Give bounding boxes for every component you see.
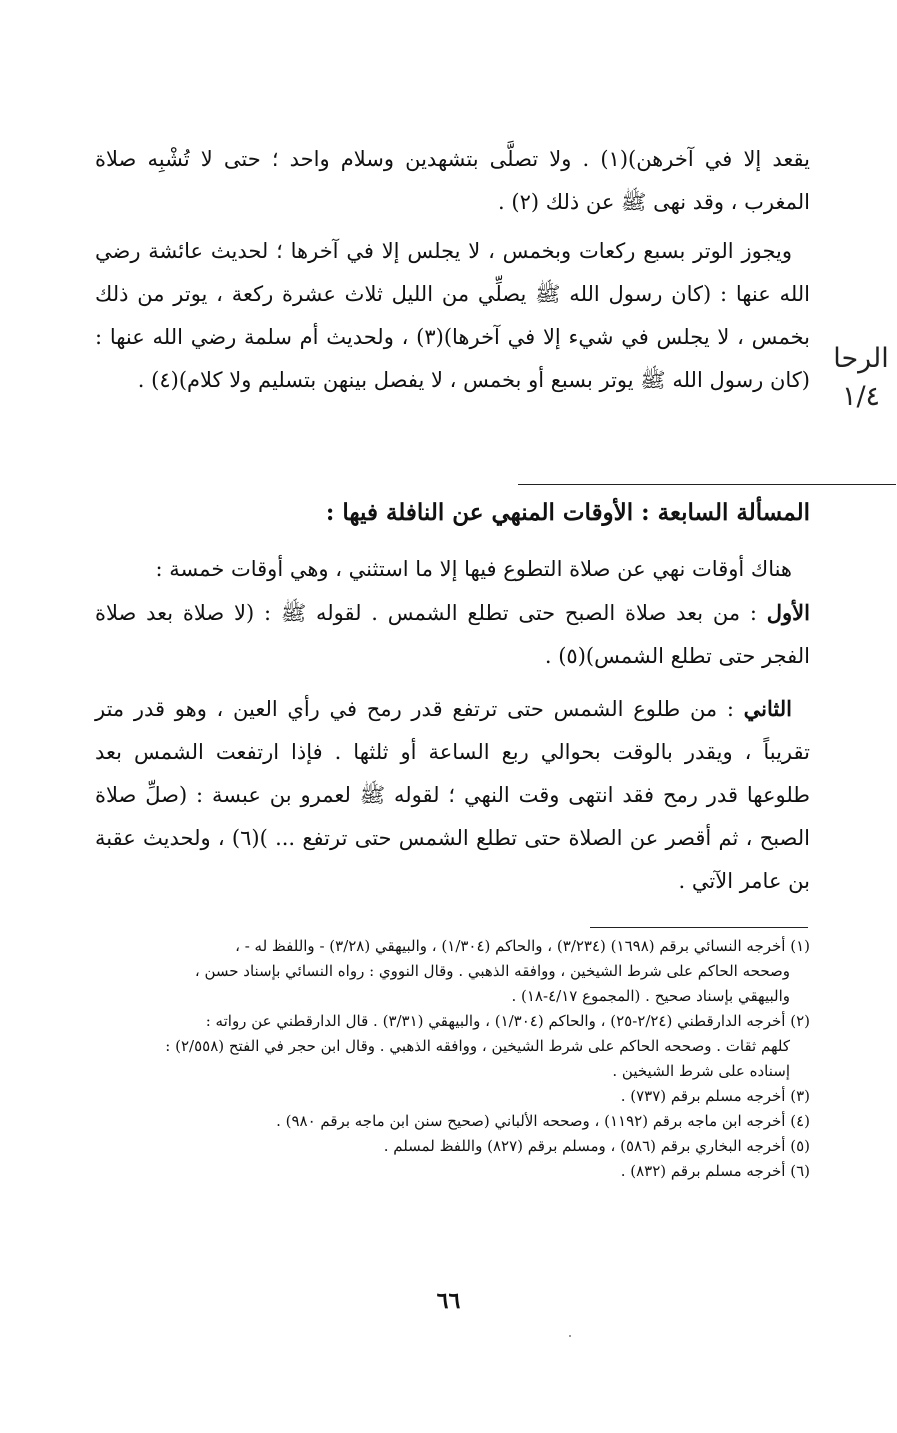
footnote-6: (٦) أخرجه مسلم برقم (٨٣٢) . <box>620 1162 810 1180</box>
handwritten-separator-line <box>518 484 896 485</box>
footnote-3: (٣) أخرجه مسلم برقم (٧٣٧) . <box>620 1087 810 1105</box>
margin-note-line: الرحا <box>833 343 889 374</box>
paragraph-text: : من طلوع الشمس حتى ترتفع قدر رمح في رأي العين ، وهو قدر متر تقريباً ، ويقدر بالوقت بحوالي ربع الساعة أو ثلثها . فإذا ارتفعت الشمس بعد طلوعها قدر رمح فقد انتهى وقت النهي ؛ لقوله ﷺ لعمرو بن عبسة : (صلِّ صلاة الصبح ، ثم أقصر عن الصلاة حتى تطلع الشمس حتى ترتفع ... )(٦) ، ولحديث عقبة بن عامر الآتي . <box>95 697 810 893</box>
footnote-2-continuation: كلهم ثقات . وصححه الحاكم على شرط الشيخين ، ووافقه الذهبي . وقال ابن حجر في الفتح (٢/٥٥٨) : <box>165 1037 790 1055</box>
paragraph-second-time <box>95 687 810 903</box>
footnote-1-continuation: وصححه الحاكم على شرط الشيخين ، ووافقه الذهبي . وقال النووي : رواه النسائي بإسناد حسن ، <box>194 962 790 980</box>
paragraph-text: : من بعد صلاة الصبح حتى تطلع الشمس . لقوله ﷺ : (لا صلاة بعد صلاة الفجر حتى تطلع الشمس)(٥) . <box>95 601 810 668</box>
item-label: الأول <box>766 600 810 625</box>
paragraph-first-time <box>95 548 810 678</box>
paragraph-text: يقعد إلا في آخرهن)(١) . ولا تصلَّى بتشهدين وسلام واحد ؛ حتى لا تُشْبِه صلاة المغرب ، وقد نهى ﷺ عن ذلك (٢) . <box>95 147 810 214</box>
footnote-1: (١) أخرجه النسائي برقم (١٦٩٨) (٣/٢٣٤) ، والحاكم (١/٣٠٤) ، والبيهقي (٣/٢٨) - واللفظ له - ، <box>235 937 810 955</box>
footnote-2-continuation: إسناده على شرط الشيخين . <box>612 1062 790 1080</box>
paragraph-continuation <box>95 138 810 224</box>
paragraph-witr <box>95 230 810 402</box>
handwritten-margin-note <box>830 340 892 416</box>
footnote-5: (٥) أخرجه البخاري برقم (٥٨٦) ، ومسلم برقم (٨٢٧) واللفظ لمسلم . <box>383 1137 810 1155</box>
margin-note-line: ١/٤ <box>841 381 881 412</box>
footnote-2: (٢) أخرجه الدارقطني (٢/٢٤-٢٥) ، والحاكم (١/٣٠٤) ، والبيهقي (٣/٣١) . قال الدارقطني عن رواته : <box>205 1012 810 1030</box>
paragraph-text: ويجوز الوتر بسبع ركعات وبخمس ، لا يجلس إلا في آخرها ؛ لحديث عائشة رضي الله عنها : (كان رسول الله ﷺ يصلِّي من الليل ثلاث عشرة ركعة ، يوتر من ذلك بخمس ، لا يجلس في شيء إلا في آخرها)(٣) ، ولحديث أم سلمة رضي الله عنها : (كان رسول الله ﷺ يوتر بسبع أو بخمس ، لا يفصل بينهن بتسليم ولا كلام)(٤) . <box>95 239 810 392</box>
footnote-separator <box>590 927 808 928</box>
footnotes <box>95 934 810 1184</box>
print-speck <box>569 1335 571 1337</box>
footnote-4: (٤) أخرجه ابن ماجه برقم (١١٩٢) ، وصححه الألباني (صحيح سنن ابن ماجه برقم ٩٨٠) . <box>276 1112 810 1130</box>
section-heading: المسألة السابعة : الأوقات المنهي عن النافلة فيها : <box>325 499 810 526</box>
page-number: ٦٦ <box>436 1288 461 1314</box>
paragraph-text: هناك أوقات نهي عن صلاة التطوع فيها إلا ما استثني ، وهي أوقات خمسة : <box>155 557 792 581</box>
footnote-1-continuation: والبيهقي بإسناد صحيح . (المجموع ٤/١٧-١٨) . <box>511 987 790 1005</box>
item-label: الثاني <box>743 696 792 721</box>
